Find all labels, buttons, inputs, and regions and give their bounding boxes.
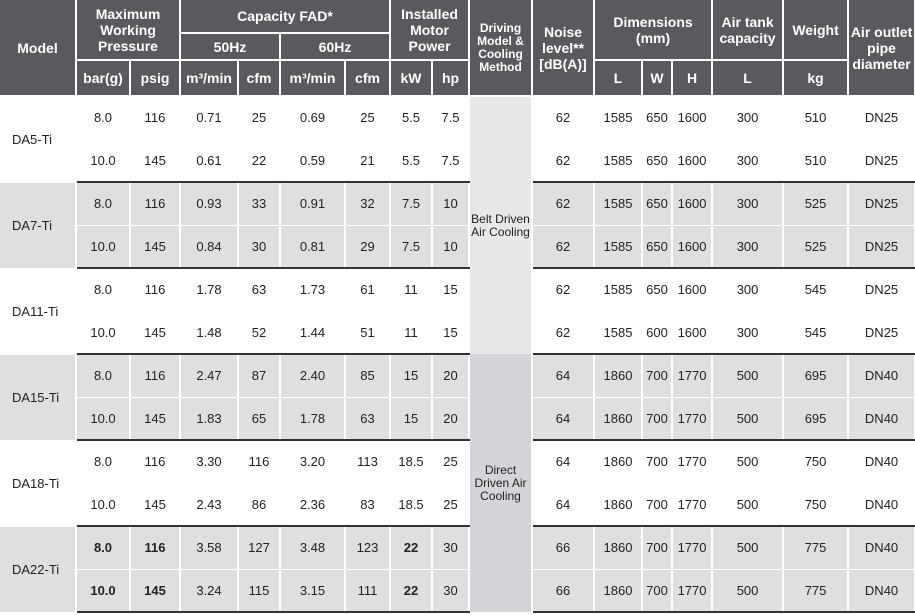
cell-m3-60: 2.36 [280, 483, 345, 526]
cell-h: 1600 [672, 268, 712, 311]
cell-outlet: DN40 [848, 569, 915, 612]
header-unit-cfm-60: cfm [345, 60, 390, 96]
cell-psig: 116 [130, 526, 180, 569]
cell-hp: 10 [432, 225, 469, 268]
cell-cfm-60: 85 [345, 354, 390, 397]
cell-hp: 15 [432, 268, 469, 311]
cell-weight: 750 [783, 483, 848, 526]
cell-w: 650 [642, 139, 672, 182]
cell-outlet: DN25 [848, 182, 915, 225]
cell-weight: 525 [783, 182, 848, 225]
cell-bar: 10.0 [76, 569, 130, 612]
cell-l: 1585 [594, 268, 642, 311]
cell-cfm-60: 61 [345, 268, 390, 311]
model-name: DA7-Ti [0, 182, 76, 268]
header-unit-width: W [642, 60, 672, 96]
cell-outlet: DN25 [848, 139, 915, 182]
cell-m3-50: 0.93 [180, 182, 238, 225]
cell-hp: 30 [432, 526, 469, 569]
cell-tank: 300 [712, 139, 783, 182]
cell-weight: 695 [783, 354, 848, 397]
cell-bar: 8.0 [76, 440, 130, 483]
cell-hp: 10 [432, 182, 469, 225]
cell-bar: 10.0 [76, 139, 130, 182]
cell-m3-50: 0.84 [180, 225, 238, 268]
header-dimensions: Dimensions (mm) [594, 0, 712, 60]
cell-cfm-60: 113 [345, 440, 390, 483]
table-row [0, 526, 915, 569]
header-noise [532, 0, 594, 96]
cell-bar: 8.0 [76, 182, 130, 225]
cell-m3-50: 3.30 [180, 440, 238, 483]
cell-psig: 145 [130, 397, 180, 440]
cell-bar: 8.0 [76, 526, 130, 569]
cell-bar: 8.0 [76, 96, 130, 139]
cell-cfm-60: 25 [345, 96, 390, 139]
cell-tank: 500 [712, 440, 783, 483]
model-name: DA11-Ti [0, 268, 76, 354]
cell-tank: 500 [712, 526, 783, 569]
cell-outlet: DN25 [848, 268, 915, 311]
cell-cfm-60: 83 [345, 483, 390, 526]
cell-kw: 11 [390, 268, 432, 311]
cell-hp: 25 [432, 483, 469, 526]
cell-outlet: DN40 [848, 354, 915, 397]
model-name: DA22-Ti [0, 526, 76, 612]
header-unit-kg: kg [783, 60, 848, 96]
cell-m3-50: 3.58 [180, 526, 238, 569]
cell-kw: 18.5 [390, 440, 432, 483]
cell-w: 700 [642, 397, 672, 440]
cell-hp: 20 [432, 397, 469, 440]
cell-bar: 10.0 [76, 397, 130, 440]
header-unit-length: L [594, 60, 642, 96]
cell-weight: 695 [783, 397, 848, 440]
cell-l: 1860 [594, 569, 642, 612]
cell-l: 1585 [594, 139, 642, 182]
table-row [0, 96, 915, 139]
cell-weight: 775 [783, 569, 848, 612]
cell-psig: 116 [130, 96, 180, 139]
cell-cfm-60: 32 [345, 182, 390, 225]
cell-noise: 64 [532, 483, 594, 526]
cell-weight: 545 [783, 268, 848, 311]
header-weight: Weight [783, 0, 848, 60]
header-capacity: Capacity FAD* [180, 0, 390, 33]
driving-method-cell: Direct Driven Air Cooling [469, 354, 532, 612]
cell-l: 1860 [594, 354, 642, 397]
cell-noise: 62 [532, 268, 594, 311]
cell-psig: 145 [130, 569, 180, 612]
header-unit-m3-60: m³/min [280, 60, 345, 96]
cell-m3-60: 1.73 [280, 268, 345, 311]
cell-m3-60: 0.59 [280, 139, 345, 182]
cell-kw: 15 [390, 397, 432, 440]
cell-weight: 510 [783, 96, 848, 139]
driving-method-cell: Belt Driven Air Cooling [469, 96, 532, 354]
table-row [0, 182, 915, 225]
cell-cfm-50: 65 [238, 397, 280, 440]
cell-h: 1770 [672, 526, 712, 569]
header-max-pressure: Maximum Working Pressure [76, 0, 180, 60]
header-unit-height: H [672, 60, 712, 96]
cell-cfm-50: 116 [238, 440, 280, 483]
cell-cfm-50: 63 [238, 268, 280, 311]
cell-psig: 145 [130, 139, 180, 182]
table-row [0, 139, 915, 182]
cell-hp: 15 [432, 311, 469, 354]
cell-noise: 62 [532, 182, 594, 225]
cell-cfm-50: 33 [238, 182, 280, 225]
cell-l: 1585 [594, 225, 642, 268]
cell-noise: 62 [532, 225, 594, 268]
cell-m3-60: 3.48 [280, 526, 345, 569]
header-tank-capacity: Air tank capacity [712, 0, 783, 60]
cell-tank: 300 [712, 96, 783, 139]
header-60hz: 60Hz [280, 33, 390, 60]
cell-kw: 7.5 [390, 182, 432, 225]
cell-weight: 750 [783, 440, 848, 483]
table-row [0, 354, 915, 397]
cell-tank: 300 [712, 182, 783, 225]
cell-cfm-60: 111 [345, 569, 390, 612]
cell-m3-60: 3.15 [280, 569, 345, 612]
model-name: DA18-Ti [0, 440, 76, 526]
cell-w: 700 [642, 526, 672, 569]
cell-psig: 116 [130, 268, 180, 311]
cell-noise: 66 [532, 526, 594, 569]
cell-m3-50: 2.43 [180, 483, 238, 526]
cell-m3-60: 0.91 [280, 182, 345, 225]
header-unit-hp: hp [432, 60, 469, 96]
cell-cfm-60: 51 [345, 311, 390, 354]
cell-cfm-50: 87 [238, 354, 280, 397]
cell-outlet: DN25 [848, 311, 915, 354]
cell-h: 1770 [672, 397, 712, 440]
cell-noise: 64 [532, 354, 594, 397]
cell-cfm-60: 29 [345, 225, 390, 268]
cell-m3-50: 3.24 [180, 569, 238, 612]
header-air-outlet: Air outlet pipe diameter [848, 0, 915, 96]
cell-m3-60: 0.69 [280, 96, 345, 139]
cell-tank: 500 [712, 397, 783, 440]
cell-tank: 500 [712, 569, 783, 612]
cell-h: 1600 [672, 311, 712, 354]
cell-kw: 5.5 [390, 96, 432, 139]
header-unit-kw: kW [390, 60, 432, 96]
cell-weight: 775 [783, 526, 848, 569]
cell-m3-50: 1.78 [180, 268, 238, 311]
table-row [0, 225, 915, 268]
cell-w: 700 [642, 354, 672, 397]
cell-noise: 64 [532, 440, 594, 483]
cell-hp: 20 [432, 354, 469, 397]
cell-outlet: DN25 [848, 96, 915, 139]
cell-bar: 8.0 [76, 268, 130, 311]
header-unit-cfm-50: cfm [238, 60, 280, 96]
header-unit-bar: bar(g) [76, 60, 130, 96]
table-row [0, 397, 915, 440]
cell-l: 1860 [594, 526, 642, 569]
cell-hp: 7.5 [432, 96, 469, 139]
cell-cfm-50: 127 [238, 526, 280, 569]
cell-noise: 62 [532, 96, 594, 139]
header-unit-tank-l: L [712, 60, 783, 96]
cell-kw: 18.5 [390, 483, 432, 526]
header-50hz: 50Hz [180, 33, 280, 60]
cell-kw: 7.5 [390, 225, 432, 268]
cell-cfm-50: 115 [238, 569, 280, 612]
cell-h: 1600 [672, 225, 712, 268]
cell-m3-60: 1.78 [280, 397, 345, 440]
cell-cfm-50: 25 [238, 96, 280, 139]
cell-noise: 66 [532, 569, 594, 612]
cell-m3-50: 1.83 [180, 397, 238, 440]
cell-hp: 30 [432, 569, 469, 612]
table-row [0, 311, 915, 354]
cell-w: 700 [642, 483, 672, 526]
model-name: DA5-Ti [0, 96, 76, 182]
cell-m3-60: 2.40 [280, 354, 345, 397]
cell-hp: 25 [432, 440, 469, 483]
cell-psig: 116 [130, 182, 180, 225]
cell-w: 650 [642, 225, 672, 268]
cell-psig: 145 [130, 483, 180, 526]
cell-cfm-50: 86 [238, 483, 280, 526]
cell-noise: 64 [532, 397, 594, 440]
table-row [0, 483, 915, 526]
cell-h: 1600 [672, 182, 712, 225]
table-body [0, 96, 915, 612]
cell-kw: 15 [390, 354, 432, 397]
cell-tank: 500 [712, 354, 783, 397]
cell-h: 1770 [672, 569, 712, 612]
cell-bar: 10.0 [76, 483, 130, 526]
cell-weight: 545 [783, 311, 848, 354]
cell-bar: 10.0 [76, 225, 130, 268]
header-noise-label: Noise level** [541, 23, 585, 56]
cell-psig: 116 [130, 440, 180, 483]
cell-cfm-60: 123 [345, 526, 390, 569]
cell-cfm-50: 22 [238, 139, 280, 182]
cell-kw: 11 [390, 311, 432, 354]
cell-kw: 5.5 [390, 139, 432, 182]
cell-outlet: DN40 [848, 440, 915, 483]
cell-l: 1860 [594, 397, 642, 440]
cell-outlet: DN25 [848, 225, 915, 268]
model-name: DA15-Ti [0, 354, 76, 440]
table-row [0, 440, 915, 483]
cell-kw: 22 [390, 569, 432, 612]
cell-outlet: DN40 [848, 483, 915, 526]
cell-cfm-60: 63 [345, 397, 390, 440]
cell-outlet: DN40 [848, 397, 915, 440]
table-row [0, 268, 915, 311]
cell-cfm-50: 52 [238, 311, 280, 354]
cell-noise: 62 [532, 139, 594, 182]
cell-cfm-60: 21 [345, 139, 390, 182]
cell-m3-60: 1.44 [280, 311, 345, 354]
cell-tank: 500 [712, 483, 783, 526]
cell-outlet: DN40 [848, 526, 915, 569]
cell-psig: 145 [130, 311, 180, 354]
cell-h: 1600 [672, 96, 712, 139]
cell-psig: 145 [130, 225, 180, 268]
header-noise-unit: [dB(A)] [539, 55, 587, 72]
cell-tank: 300 [712, 311, 783, 354]
cell-l: 1585 [594, 96, 642, 139]
cell-cfm-50: 30 [238, 225, 280, 268]
cell-w: 650 [642, 268, 672, 311]
header-model: Model [0, 0, 76, 96]
cell-w: 600 [642, 311, 672, 354]
cell-h: 1770 [672, 354, 712, 397]
cell-w: 650 [642, 96, 672, 139]
table-header [0, 0, 915, 96]
header-motor-power: Installed Motor Power [390, 0, 469, 60]
cell-tank: 300 [712, 225, 783, 268]
cell-bar: 10.0 [76, 311, 130, 354]
cell-l: 1585 [594, 311, 642, 354]
cell-m3-50: 1.48 [180, 311, 238, 354]
cell-weight: 525 [783, 225, 848, 268]
cell-m3-50: 0.71 [180, 96, 238, 139]
cell-w: 700 [642, 440, 672, 483]
cell-h: 1770 [672, 440, 712, 483]
cell-l: 1860 [594, 483, 642, 526]
table-row [0, 569, 915, 612]
cell-hp: 7.5 [432, 139, 469, 182]
cell-kw: 22 [390, 526, 432, 569]
cell-l: 1585 [594, 182, 642, 225]
cell-m3-50: 0.61 [180, 139, 238, 182]
header-unit-psig: psig [130, 60, 180, 96]
cell-m3-50: 2.47 [180, 354, 238, 397]
cell-m3-60: 0.81 [280, 225, 345, 268]
cell-h: 1770 [672, 483, 712, 526]
cell-tank: 300 [712, 268, 783, 311]
header-unit-m3-50: m³/min [180, 60, 238, 96]
cell-h: 1600 [672, 139, 712, 182]
cell-noise: 62 [532, 311, 594, 354]
cell-l: 1860 [594, 440, 642, 483]
cell-w: 700 [642, 569, 672, 612]
cell-w: 650 [642, 182, 672, 225]
cell-psig: 116 [130, 354, 180, 397]
cell-m3-60: 3.20 [280, 440, 345, 483]
header-driving-method: Driving Model & Cooling Method [469, 0, 532, 96]
cell-bar: 8.0 [76, 354, 130, 397]
cell-weight: 510 [783, 139, 848, 182]
